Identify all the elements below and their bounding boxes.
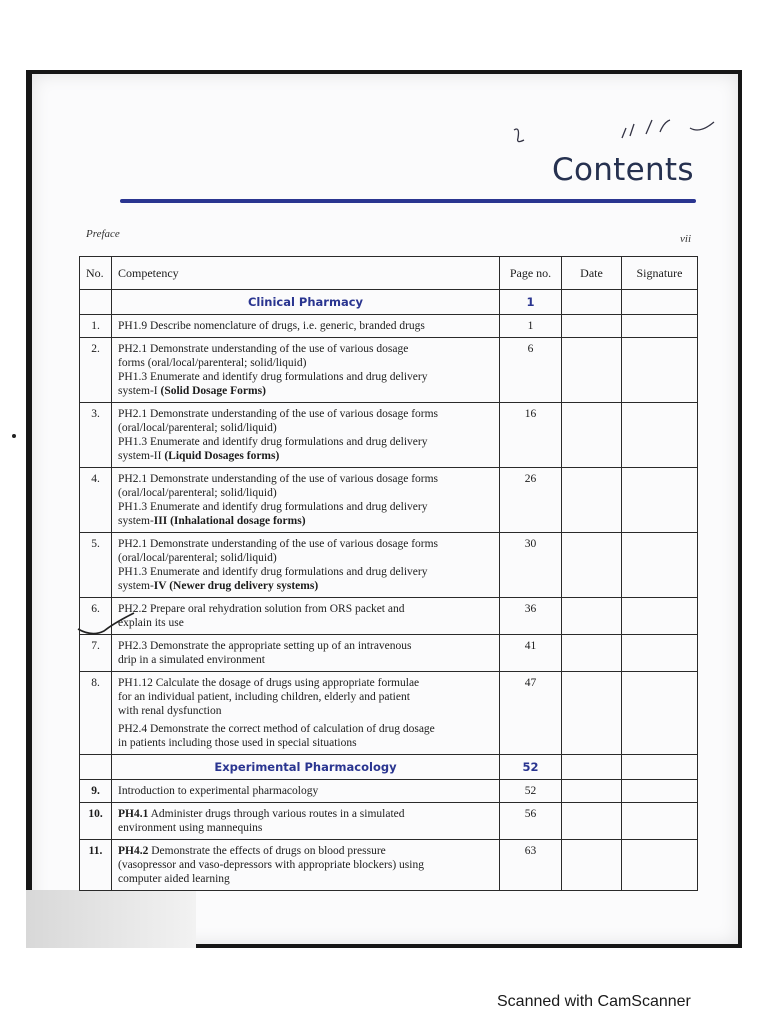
page-number: 30	[500, 533, 562, 598]
signature-cell	[622, 315, 698, 338]
competency-code: PH4.1	[118, 808, 149, 820]
competency-line	[118, 514, 493, 528]
date-cell	[562, 598, 622, 635]
table-row	[80, 672, 698, 755]
page-number: 6	[500, 338, 562, 403]
date-cell	[562, 533, 622, 598]
column-header-page: Page no.	[500, 257, 562, 290]
dosage-form-label: IV (Newer drug delivery systems)	[153, 580, 319, 592]
page-shadow	[26, 890, 196, 948]
section-page: 1	[500, 290, 562, 315]
row-number: 1.	[80, 315, 112, 338]
signature-cell	[622, 780, 698, 803]
competency-cell	[112, 315, 500, 338]
competency-line: PH2.4 Demonstrate the correct method of calculation of drug dosage	[118, 723, 435, 735]
page-number: 52	[500, 780, 562, 803]
competency-line: PH2.1 Demonstrate understanding of the use of various dosage forms	[118, 408, 439, 420]
date-cell	[562, 755, 622, 780]
preface-label: Preface	[86, 228, 120, 240]
signature-cell	[622, 598, 698, 635]
date-cell	[562, 468, 622, 533]
page-number: 1	[500, 315, 562, 338]
signature-cell	[622, 403, 698, 468]
competency-cell	[112, 533, 500, 598]
date-cell	[562, 840, 622, 891]
system-prefix: system-I	[118, 385, 161, 397]
date-cell	[562, 803, 622, 840]
system-prefix: system-	[118, 580, 154, 592]
competency-line	[118, 449, 493, 463]
competency-line: (oral/local/parenteral; solid/liquid)	[118, 422, 277, 434]
competency-line: (vasopressor and vaso-depressors with appropriate blockers) using	[118, 859, 424, 871]
page-number: 41	[500, 635, 562, 672]
signature-cell	[622, 803, 698, 840]
signature-cell	[622, 840, 698, 891]
date-cell	[562, 635, 622, 672]
table-row	[80, 338, 698, 403]
row-number: 9.	[80, 780, 112, 803]
section-row	[80, 290, 698, 315]
table-row	[80, 840, 698, 891]
table-row	[80, 780, 698, 803]
competency-cell	[112, 672, 500, 755]
contents-table	[79, 256, 698, 891]
row-number: 10.	[80, 803, 112, 840]
competency-cell	[112, 403, 500, 468]
column-header-date: Date	[562, 257, 622, 290]
signature-cell	[622, 533, 698, 598]
table-row	[80, 533, 698, 598]
row-number: 5.	[80, 533, 112, 598]
row-number: 3.	[80, 403, 112, 468]
signature-cell	[622, 338, 698, 403]
table-row	[80, 635, 698, 672]
handwritten-marks	[500, 108, 740, 158]
competency-line: PH2.3 Demonstrate the appropriate setting up of an intravenous	[118, 640, 412, 652]
row-number: 11.	[80, 840, 112, 891]
section-title: Clinical Pharmacy	[112, 290, 500, 315]
section-page: 52	[500, 755, 562, 780]
competency-line	[118, 807, 493, 821]
competency-line: explain its use	[118, 617, 184, 629]
preface-page-number: vii	[680, 233, 691, 245]
competency-cell	[112, 803, 500, 840]
competency-line: drip in a simulated environment	[118, 654, 265, 666]
page-title: Contents	[552, 152, 694, 188]
signature-cell	[622, 672, 698, 755]
date-cell	[562, 315, 622, 338]
competency-text: Administer drugs through various routes in a simulated	[148, 808, 405, 820]
date-cell	[562, 403, 622, 468]
competency-line: PH1.3 Enumerate and identify drug formulations and drug delivery	[118, 371, 428, 383]
table-row	[80, 468, 698, 533]
competency-line: PH2.1 Demonstrate understanding of the use of various dosage forms	[118, 538, 439, 550]
section-row	[80, 755, 698, 780]
competency-line	[118, 844, 493, 858]
competency-line: PH1.3 Enumerate and identify drug formulations and drug delivery	[118, 566, 428, 578]
table-header-row	[80, 257, 698, 290]
dosage-form-label: III (Inhalational dosage forms)	[153, 515, 306, 527]
section-empty-cell	[80, 290, 112, 315]
table-row	[80, 315, 698, 338]
system-prefix: system-II	[118, 450, 165, 462]
competency-line: (oral/local/parenteral; solid/liquid)	[118, 552, 277, 564]
row-number: 2.	[80, 338, 112, 403]
competency-line	[118, 579, 493, 593]
page-number: 63	[500, 840, 562, 891]
competency-line: in patients including those used in special situations	[118, 737, 357, 749]
competency-line: Introduction to experimental pharmacology	[118, 785, 319, 797]
signature-cell	[622, 755, 698, 780]
date-cell	[562, 672, 622, 755]
dosage-form-label: (Liquid Dosages forms)	[164, 450, 280, 462]
page-number: 36	[500, 598, 562, 635]
column-header-no: No.	[80, 257, 112, 290]
competency-line: PH2.2 Prepare oral rehydration solution from ORS packet and	[118, 603, 405, 615]
competency-text: Demonstrate the effects of drugs on blood pressure	[148, 845, 386, 857]
competency-cell	[112, 635, 500, 672]
competency-code: PH4.2	[118, 845, 149, 857]
competency-cell	[112, 780, 500, 803]
date-cell	[562, 780, 622, 803]
row-number: 4.	[80, 468, 112, 533]
competency-line: PH1.12 Calculate the dosage of drugs using appropriate formulae	[118, 677, 420, 689]
signature-cell	[622, 468, 698, 533]
row-number: 7.	[80, 635, 112, 672]
ink-dot	[12, 434, 16, 438]
page-number: 26	[500, 468, 562, 533]
table-row	[80, 598, 698, 635]
page-number: 47	[500, 672, 562, 755]
date-cell	[562, 290, 622, 315]
row-number: 6.	[80, 598, 112, 635]
date-cell	[562, 338, 622, 403]
signature-cell	[622, 635, 698, 672]
dosage-form-label: (Solid Dosage Forms)	[160, 385, 266, 397]
table-row	[80, 403, 698, 468]
competency-cell	[112, 468, 500, 533]
competency-line: with renal dysfunction	[118, 705, 222, 717]
page-number: 56	[500, 803, 562, 840]
competency-line: PH2.1 Demonstrate understanding of the use of various dosage	[118, 343, 409, 355]
title-rule	[120, 199, 696, 203]
section-empty-cell	[80, 755, 112, 780]
pen-checkmark	[76, 605, 136, 635]
table-row	[80, 803, 698, 840]
competency-line: PH1.3 Enumerate and identify drug formulations and drug delivery	[118, 501, 428, 513]
competency-cell	[112, 598, 500, 635]
section-title: Experimental Pharmacology	[112, 755, 500, 780]
column-header-signature: Signature	[622, 257, 698, 290]
competency-line: computer aided learning	[118, 873, 230, 885]
competency-line: PH2.1 Demonstrate understanding of the use of various dosage forms	[118, 473, 439, 485]
competency-line: forms (oral/local/parenteral; solid/liquid)	[118, 357, 307, 369]
competency-cell	[112, 338, 500, 403]
competency-line: PH1.9 Describe nomenclature of drugs, i.e. generic, branded drugs	[118, 320, 425, 332]
competency-line: (oral/local/parenteral; solid/liquid)	[118, 487, 277, 499]
signature-cell	[622, 290, 698, 315]
competency-line: PH1.3 Enumerate and identify drug formulations and drug delivery	[118, 436, 428, 448]
competency-line: for an individual patient, including children, elderly and patient	[118, 691, 410, 703]
column-header-competency: Competency	[112, 257, 500, 290]
scanner-watermark: Scanned with CamScanner	[497, 993, 691, 1010]
competency-cell	[112, 840, 500, 891]
competency-line	[118, 384, 493, 398]
competency-line: environment using mannequins	[118, 822, 263, 834]
page-number: 16	[500, 403, 562, 468]
system-prefix: system-	[118, 515, 154, 527]
row-number: 8.	[80, 672, 112, 755]
